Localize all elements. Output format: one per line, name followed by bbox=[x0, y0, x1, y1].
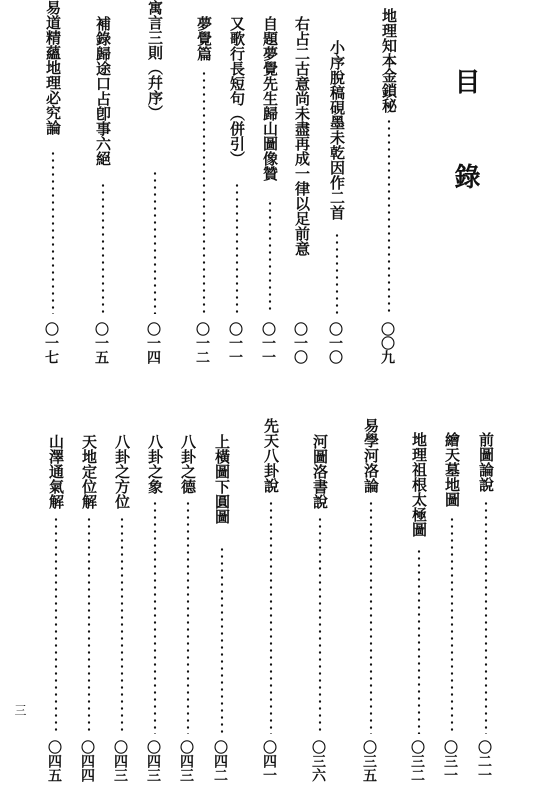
leader-dots bbox=[269, 500, 273, 734]
toc-entry-page: 〇二一 bbox=[476, 740, 492, 782]
leader-dots bbox=[101, 182, 105, 314]
toc-entry-page: 〇四三 bbox=[145, 740, 161, 782]
toc-entry-page: 〇三六 bbox=[310, 740, 326, 782]
toc-entry-page: 〇一五 bbox=[93, 322, 109, 364]
toc-entry-text: 八卦之方位 bbox=[113, 434, 131, 509]
leader-dots bbox=[369, 500, 373, 734]
leader-dots bbox=[186, 500, 190, 734]
toc-entry-text: 山澤通氣解 bbox=[47, 434, 65, 509]
toc-entry-text: 地理祖根太極圖 bbox=[410, 432, 428, 537]
toc-entry-text: 地理知本金鎖秘 bbox=[380, 8, 398, 113]
toc-entry-page: 〇一七 bbox=[43, 322, 59, 364]
toc-entry-text: 繪天墓地圖 bbox=[443, 432, 461, 507]
toc-title: 目 錄 bbox=[450, 68, 480, 220]
toc-entry-page: 〇四三 bbox=[112, 740, 128, 782]
leader-dots bbox=[153, 500, 157, 734]
leader-dots bbox=[51, 150, 55, 314]
toc-entry-text: 八卦之德 bbox=[179, 434, 197, 494]
toc-entry-text: 上橫圖下圓圖 bbox=[213, 434, 231, 524]
toc-entry-page: 〇一〇 bbox=[292, 322, 308, 364]
toc-entry-text: 八卦之象 bbox=[146, 434, 164, 494]
toc-entry-page: 〇一一 bbox=[227, 322, 243, 364]
toc-entry-text: 先天八卦說 bbox=[262, 418, 280, 493]
toc-entry-text: 自題夢覺先生歸山圖像贊 bbox=[261, 16, 279, 181]
toc-entry-page: 〇四五 bbox=[46, 740, 62, 782]
leader-dots bbox=[417, 548, 421, 734]
toc-entry-page: 〇三一 bbox=[442, 740, 458, 782]
leader-dots bbox=[202, 70, 206, 314]
leader-dots bbox=[335, 232, 339, 314]
leader-dots bbox=[318, 516, 322, 734]
leader-dots bbox=[153, 170, 157, 314]
leader-dots bbox=[484, 500, 488, 734]
toc-entry-text: 易道精蘊地理必究論 bbox=[44, 0, 62, 135]
toc-entry-page: 〇四一 bbox=[261, 740, 277, 782]
leader-dots bbox=[54, 516, 58, 734]
toc-entry-text: 前圖論說 bbox=[477, 432, 495, 492]
toc-entry-page: 〇三二 bbox=[409, 740, 425, 782]
toc-entry-page: 〇一〇 bbox=[327, 322, 343, 364]
toc-entry-page: 〇一二 bbox=[194, 322, 210, 364]
leader-dots bbox=[268, 200, 272, 314]
leader-dots bbox=[120, 516, 124, 734]
toc-entry-page: 〇三五 bbox=[361, 740, 377, 782]
toc-entry-text: 小序脫稿硯墨未乾因作二首 bbox=[328, 40, 346, 220]
toc-entry-text: 夢覺篇 bbox=[195, 16, 213, 61]
toc-entry-text: 右占二古意尚未盡再成一律以足前意 bbox=[293, 16, 311, 256]
toc-entry-page: 〇四三 bbox=[178, 740, 194, 782]
toc-entry-text: 寓言三則（幷序） bbox=[146, 0, 164, 120]
toc-entry-text: 補錄歸途口占卽事六絕 bbox=[94, 16, 112, 166]
toc-entry-text: 易學河洛論 bbox=[362, 418, 380, 493]
toc-entry-page: 〇四二 bbox=[212, 740, 228, 782]
toc-entry-text: 又歌行長短句（併引） bbox=[228, 16, 246, 166]
toc-entry-page: 〇〇九 bbox=[379, 322, 395, 364]
toc-entry-page: 〇一一 bbox=[260, 322, 276, 364]
toc-entry-text: 河圖洛書說 bbox=[311, 434, 329, 509]
leader-dots bbox=[387, 118, 391, 313]
page-number: 三 bbox=[13, 704, 27, 716]
leader-dots bbox=[450, 516, 454, 734]
leader-dots bbox=[220, 546, 224, 734]
leader-dots bbox=[235, 182, 239, 314]
leader-dots bbox=[87, 516, 91, 734]
toc-entry-page: 〇四四 bbox=[79, 740, 95, 782]
toc-entry-page: 〇一四 bbox=[145, 322, 161, 364]
toc-entry-text: 天地定位解 bbox=[80, 434, 98, 509]
